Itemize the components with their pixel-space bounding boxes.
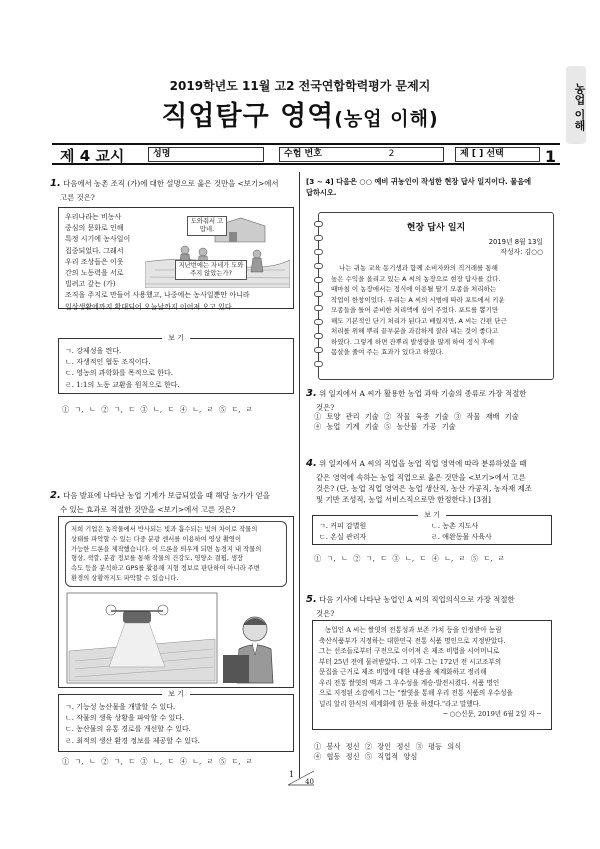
article-line: 농업인 A 씨는 쌀엿의 전통성과 보존 가치 등을 인정받아 농림 xyxy=(325,626,502,634)
subject-side-tab: 농업 이해 xyxy=(566,66,586,144)
drone-presentation-illustration xyxy=(65,591,289,685)
presentation-speech-bubble xyxy=(65,521,287,587)
question-1-stem xyxy=(50,176,295,203)
article-line: 문집을 근거로 제조 비법에 대한 내용을 체계화하고 정리해 xyxy=(319,668,487,677)
passage-line: 우리나라는 비농사 xyxy=(65,213,122,221)
diary-line: 높은 수익을 올리고 있는 A 씨의 농장으로 현장 답사를 갔다. xyxy=(331,274,501,283)
passage-line: 일상생활에까지 확대되어 오늘날까지 이어져 오고 있다. xyxy=(65,302,234,311)
question-5-stem-line: 다음 기사에 나타난 농업인 A 씨의 직업의식으로 가장 적절한 xyxy=(319,595,515,604)
subject-select-label: 제 [ ] 선택 xyxy=(460,149,504,159)
question-3-stem xyxy=(306,386,556,413)
bogi-title: 보 기 xyxy=(162,689,190,699)
bubble-line: 저희 기업은 농작물에서 반사되는 빛과 흡수되는 빛의 차이로 작물의 xyxy=(71,526,258,533)
bogi-item: ㄱ. 강제성을 띈다. xyxy=(65,347,122,355)
diary-title: 현장 답사 일지 xyxy=(406,223,466,233)
bubble-line: 환경의 상황까지도 파악할 수 있습니다. xyxy=(71,574,179,582)
bogi-item: ㄷ. 온실 관리자 xyxy=(319,533,367,541)
bogi-title: 보 기 xyxy=(418,510,446,520)
question-5-stem-line: 것은? xyxy=(316,608,335,618)
question-5-choices[interactable] xyxy=(314,742,461,763)
question-3-choices[interactable] xyxy=(314,412,519,433)
passage-line: 조직을 주지로 만들어 사용했고, 나중에는 농사일뿐만 아니라 xyxy=(65,291,250,300)
question-5-article xyxy=(319,625,549,720)
article-line: 으로 지정된 소감에서 그는 "쌀엿을 통해 우리 전통 식품의 우수성을 xyxy=(319,689,513,698)
question-2-number: 2. xyxy=(50,490,61,501)
exam-title xyxy=(0,97,600,136)
bubble-line: 형상, 색깔, 분광 정보를 통해 작물의 건강도, 영양소 결핍, 생장 xyxy=(71,555,244,563)
question-4-stem xyxy=(306,456,556,506)
diary-body xyxy=(331,263,551,358)
question-5-number: 5. xyxy=(306,594,317,605)
choices-line[interactable]: ④ 협동 정신 ⑤ 직업적 양심 xyxy=(314,752,418,762)
diary-date: 2019년 8월 13일 xyxy=(488,238,543,246)
bogi-item: ㄱ. 커피 감별원 xyxy=(319,522,367,530)
article-line: 부터 25년 전에 물려받았다. 그 이후 그는 172년 전 시고조부의 xyxy=(319,657,502,666)
question-3-number: 3. xyxy=(306,388,317,399)
diary-line: 작업이 한창이었다. 우리는 A 씨의 시범에 따라 포트에서 키운 xyxy=(331,295,505,304)
choices-line[interactable]: ① 토양 관리 기술 ② 작물 육종 기술 ③ 작물 재배 기술 xyxy=(314,412,519,421)
question-4-stem-line: 것은? (단, 농업 직업 영역은 농업 생산직, 농산 가공직, 농자재 제조 xyxy=(316,483,532,493)
article-source: ─ ○○신문, 2019년 6월 2일 자 ─ xyxy=(443,710,541,719)
choices-line[interactable]: ① 봉사 정신 ② 장인 정신 ③ 평등 의식 xyxy=(314,742,462,751)
bogi-item: ㄹ. 1:1의 노동 교환을 원칙으로 한다. xyxy=(65,380,180,389)
question-1-passage-box xyxy=(58,207,294,309)
question-5-article-box xyxy=(312,620,552,730)
page-total: 40 xyxy=(305,778,314,786)
diary-line: 하였다. 그렇게 하면 잔뿌리 발생량을 많게 하여 정식 후에 xyxy=(331,337,495,346)
bogi-item: ㄴ. 자생적인 협동 조직이다. xyxy=(65,358,151,367)
diary-line: 나는 귀농 교육 동기생과 함께 소비자와의 직거래를 통해 xyxy=(339,264,498,272)
diary-line: 처리를 위해 뿌리 끝부분을 과감하게 잘라 내는 것이 좋다고 xyxy=(331,327,499,336)
question-2-choices[interactable]: ① ㄱ, ㄴ ② ㄱ, ㄷ ③ ㄴ, ㄷ ④ ㄴ, ㄹ ⑤ ㄷ, ㄹ xyxy=(62,757,253,766)
question-4-choices[interactable]: ① ㄱ, ㄴ ② ㄱ, ㄷ ③ ㄴ, ㄷ ④ ㄴ, ㄹ ⑤ ㄷ, ㄹ xyxy=(314,554,505,563)
question-4-stem-line: 위 일지에서 A 씨의 직업을 농업 직업 영역에 따라 분류하였을 때 xyxy=(319,459,527,468)
questions-3-4-intro xyxy=(306,176,556,198)
question-2-stem xyxy=(50,488,295,515)
question-2-bogi-box xyxy=(58,690,294,752)
exam-period: 제 4 교시 xyxy=(60,147,125,165)
passage-line: 집중되었다. 그래서 xyxy=(65,246,124,255)
passage-line: 중심의 문화로 인해 xyxy=(65,224,124,233)
passage-line: 우리 조상들은 이웃 xyxy=(65,257,124,266)
question-4-bogi-box xyxy=(312,511,552,545)
exam-number-field xyxy=(279,147,444,162)
article-line: 널리 알리 한식의 세계화에 한 몫을 하겠다."라고 말했다. xyxy=(319,699,482,708)
article-line: 그는 선조들로부터 구전으로 이어져 온 제조 비법을 시어머니로 xyxy=(319,647,500,656)
diary-line: 몸살을 줄여 주는 효과가 있다고 하였다. xyxy=(331,348,444,357)
exam-title-main: 직업탐구 영역 xyxy=(161,101,335,132)
name-field xyxy=(148,147,264,162)
diary-line: 때마침 이 농장에서는 정식에 이용될 딸기 모종을 처리하는 xyxy=(331,285,497,294)
question-1-choices[interactable]: ① ㄱ, ㄴ ② ㄱ, ㄷ ③ ㄴ, ㄷ ④ ㄴ, ㄹ ⑤ ㄷ, ㄹ xyxy=(62,405,253,414)
bogi-title: 보 기 xyxy=(162,333,190,343)
bogi-item: ㄹ. 애완동물 사육사 xyxy=(431,533,492,541)
speech-bubble: 지난번에는 자네가 도와주지 않았는가? xyxy=(175,260,247,280)
article-line: 우리 전통 쌀엿의 맥과 그 우수성을 계승·발전시켰다. 식품 명인 xyxy=(319,678,500,687)
diary-line: 모종들을 틀어 준비한 처리액에 심어 주었다. 포트를 뽑기만 xyxy=(331,306,499,315)
exam-number-value: 2 xyxy=(388,149,395,159)
passage-line: 특정 시기에 농사일이 xyxy=(65,235,131,244)
question-4-number: 4. xyxy=(306,458,317,469)
bubble-line: 상태를 파악할 수 있는 다중 분광 센서를 이용하여 영상 촬영이 xyxy=(71,535,242,543)
bubble-line: 가능한 드론을 제작했습니다. 이 드론을 띄우게 되면 농경지 내 작물의 xyxy=(71,545,262,553)
exam-subtitle: 2019학년도 11월 고2 전국연합학력평가 문제지 xyxy=(169,79,431,93)
passage-line: 간의 노동력을 서로 xyxy=(65,268,124,277)
bogi-item: ㄷ. 영농의 과학화를 목적으로 한다. xyxy=(65,369,174,378)
question-4-stem-line: 및 기반 조성직, 농업 서비스직으로만 한정한다.) [3점] xyxy=(316,495,491,505)
intro-line: 답하시오. xyxy=(306,188,337,198)
question-2-bogi-list xyxy=(65,702,200,747)
question-2-stem-line: 수 있는 효과로 적절한 것만을 <보기>에서 고른 것은? xyxy=(60,504,236,514)
choices-line[interactable]: ④ 농업 기계 기술 ⑤ 농산물 가공 기술 xyxy=(314,422,456,432)
question-2-stem-line: 다음 발표에 나타난 농업 기계가 보급되었을 때 해당 농가가 얻을 xyxy=(63,491,270,500)
bubble-line: 속도 등을 분석하고 GPS를 활용해 지형 정보로 판단하여 아니라 주변 xyxy=(71,565,260,572)
exam-title-paren: (농업 이해) xyxy=(334,108,439,130)
question-1-number: 1. xyxy=(50,178,61,189)
article-line: 축산식품부가 지정하는 대한민국 전통 식품 명인으로 지정받았다. xyxy=(319,636,506,645)
speech-bubble: 도와줘서 고맙네. xyxy=(187,216,227,236)
question-5-stem xyxy=(306,592,556,619)
passage-line: 빌려고 갚는 (가) xyxy=(65,280,116,289)
question-2-illustration-box xyxy=(58,516,294,688)
bogi-item: ㄷ. 농산물의 유통 경로를 개선할 수 있다. xyxy=(65,725,191,734)
question-1-stem-line: 다음에서 농촌 조직 (가)에 대한 설명으로 옳은 것만을 <보기>에서 xyxy=(63,179,279,188)
bogi-item: ㄴ. 농촌 지도사 xyxy=(431,522,479,530)
question-1-bogi-list xyxy=(65,346,180,391)
field-trip-diary xyxy=(318,212,554,380)
question-3-stem-line: 위 일지에서 A 씨가 활용한 농업 과학 기술의 종류로 가장 적절한 xyxy=(319,389,527,398)
name-label: 성명 xyxy=(153,149,171,159)
question-4-stem-line: 같은 영역에 속하는 농업 직업으로 옳은 것만을 <보기>에서 고른 xyxy=(316,472,526,482)
diary-author: 작성자: 김○○ xyxy=(500,248,543,256)
bogi-item: ㄴ. 작물의 생육 상황을 파악할 수 있다. xyxy=(65,714,185,723)
page-number-large: 1 xyxy=(544,147,556,166)
question-1-bogi-box xyxy=(58,334,294,394)
question-3-stem-line: 것은? xyxy=(316,402,335,412)
exam-number-label: 수험 번호 xyxy=(284,149,322,159)
page-indicator xyxy=(287,770,315,786)
bogi-item: ㄹ. 최적의 생산 환경 정보를 제공할 수 있다. xyxy=(65,736,200,745)
bogi-item: ㄱ. 기능성 농산물을 개발할 수 있다. xyxy=(65,703,176,711)
page-current: 1 xyxy=(289,770,295,779)
diary-line: 해도 기본적인 단기 처리가 된다고 배웠지만, A 씨는 간편 단근 xyxy=(331,316,507,325)
question-1-stem-line: 고른 것은? xyxy=(60,192,95,202)
subject-select-field xyxy=(455,147,540,162)
column-divider xyxy=(299,172,300,778)
exam-info-bar xyxy=(52,143,560,165)
intro-line: [3 ~ 4] 다음은 ○○ 예비 귀농인이 작성한 현장 답사 일지이다. 물음에 xyxy=(306,177,532,186)
